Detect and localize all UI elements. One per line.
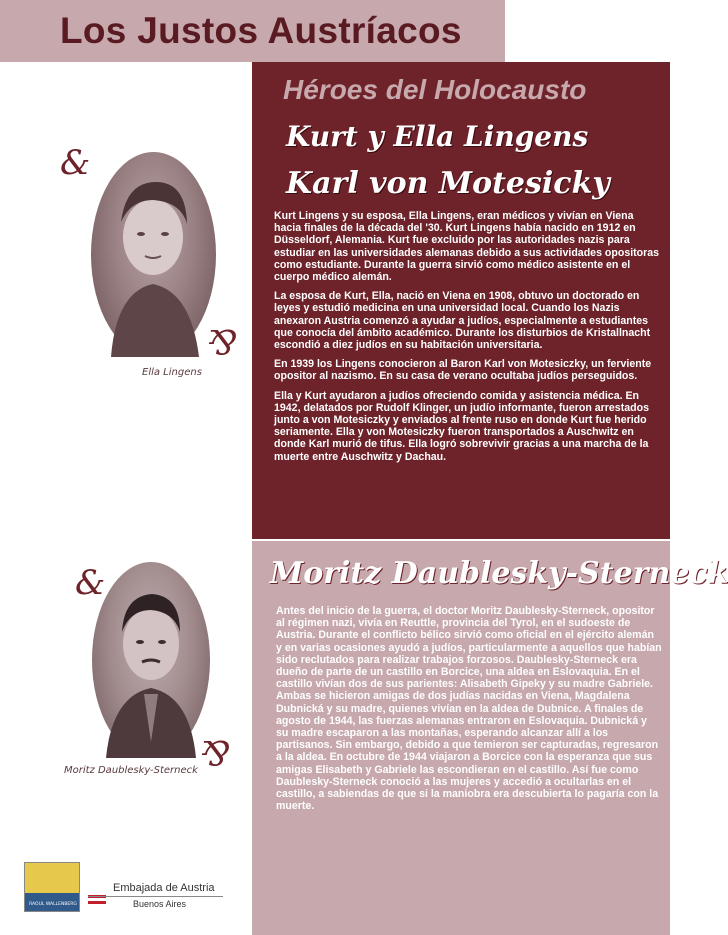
section1-body <box>274 210 660 470</box>
logo-band <box>25 863 79 893</box>
section1-paragraph: La esposa de Kurt, Ella, nació en Viena en 1908, obtuvo un doctorado en leyes y estudió medicina en una universidad local. Cuando los Nazis anexaron Austria comenzó a ayudar a judíos, especialmente a estudiantes que conocía del ámbito académico. Durante los disturbios de Kristallnacht escondió a diez judíos en su habitación universitaria. <box>274 290 651 352</box>
section1-paragraph: En 1939 los Lingens conocieron al Baron Karl von Motesiczky, un ferviente opositor al nazismo. En su casa de verano ocultaba judíos perseguidos. <box>274 358 652 383</box>
embassy-city: Buenos Aires <box>133 899 187 909</box>
subtitle: Héroes del Holocausto <box>283 74 587 105</box>
ornament-icon: & <box>60 143 91 183</box>
panel-divider <box>252 539 670 541</box>
ornament-icon: & <box>200 732 231 772</box>
caption-ella-lingens: Ella Lingens <box>142 367 202 378</box>
embassy-divider <box>88 896 223 897</box>
logo-label: RAOUL WALLENBERG <box>29 902 77 907</box>
section2-name: Moritz Daublesky-Sterneck <box>270 556 728 591</box>
section1-name-kurt-ella: Kurt y Ella Lingens <box>286 120 589 153</box>
caption-moritz: Moritz Daublesky-Sterneck <box>64 765 198 776</box>
ornament-icon: & <box>75 563 106 603</box>
portrait-ella-figure <box>91 152 216 357</box>
austria-flag-icon <box>88 901 106 904</box>
portrait-moritz-figure <box>92 562 210 758</box>
ornament-icon: & <box>207 321 238 361</box>
embassy-name: Embajada de Austria <box>113 882 215 894</box>
portrait-moritz <box>92 562 210 758</box>
section1-paragraph: Ella y Kurt ayudaron a judíos ofreciendo comida y asistencia médica. En 1942, delatados por Rudolf Klinger, un judío informante, fueron arrestados junto a von Motesiczky y enviados al frente ruso en donde Kurt fue herido seriamente. Ella y von Motesiczky fueron transportados a Auschwitz en donde Karl murió de tifus. Ella logró sobrevivir gracias a una marcha de la muerte entre Auschwitz y Dachau. <box>274 389 649 463</box>
raoul-wallenberg-logo <box>24 862 80 912</box>
section2-body: Antes del inicio de la guerra, el doctor Moritz Daublesky-Sterneck, opositor al régimen nazi, vivía en Reuttle, provincia del Tyrol, en el sudoeste de Austria. Durante el conflicto bélico sirvió como oficial en el ejército alemán y en varias ocasiones ayudó a judíos, particularmente a aquellos que habían sido reclutados para realizar trabajos forzosos. Daublesky-Sterneck era dueño de parte de un castillo en Borcice, una aldea en Eslovaquia. En el castillo vivían dos de sus parientes: Alisabeth Gipeky y su madre Gabriele. Ambas se hicieron amigas de dos judías nacidas en Viena, Magdalena Dubnická y su madre, quienes vivían en la aldea de Dubnice. A finales de agosto de 1944, las fuerzas alemanas entraron en Eslovaquia. Dubnická y su madre escaparon a las montañas, esperando alcanzar allí a los partisanos. Sin embargo, debido a que temieron ser capturadas, regresaron a la aldea. En octubre de 1944 viajaron a Borcice con la esperanza que sus amigas Elisabeth y Gabriele las escondieran en el castillo. Así fue como Daublesky-Sterneck conoció a las mujeres y accedió a ocultarlas en el castillo, a sabiendas de que si la maniobra era descubierta lo pagaría con la muerte. <box>276 605 662 813</box>
page-title: Los Justos Austríacos <box>60 10 462 51</box>
portrait-ella-lingens <box>91 152 216 357</box>
section1-paragraph: Kurt Lingens y su esposa, Ella Lingens, eran médicos y vivían en Viena hacia finales de la década del '30. Kurt Lingens había nacido en 1912 en Düsseldorf, Alemania. Kurt fue excluido por las autoridades nazis para estudiar en las universidades alemanas debido a sus actividades opositoras como estudiante. Durante la guerra sirvió como médico asistente en el cuerpo médico alemán. <box>274 210 660 284</box>
section1-name-karl: Karl von Motesicky <box>286 166 610 201</box>
